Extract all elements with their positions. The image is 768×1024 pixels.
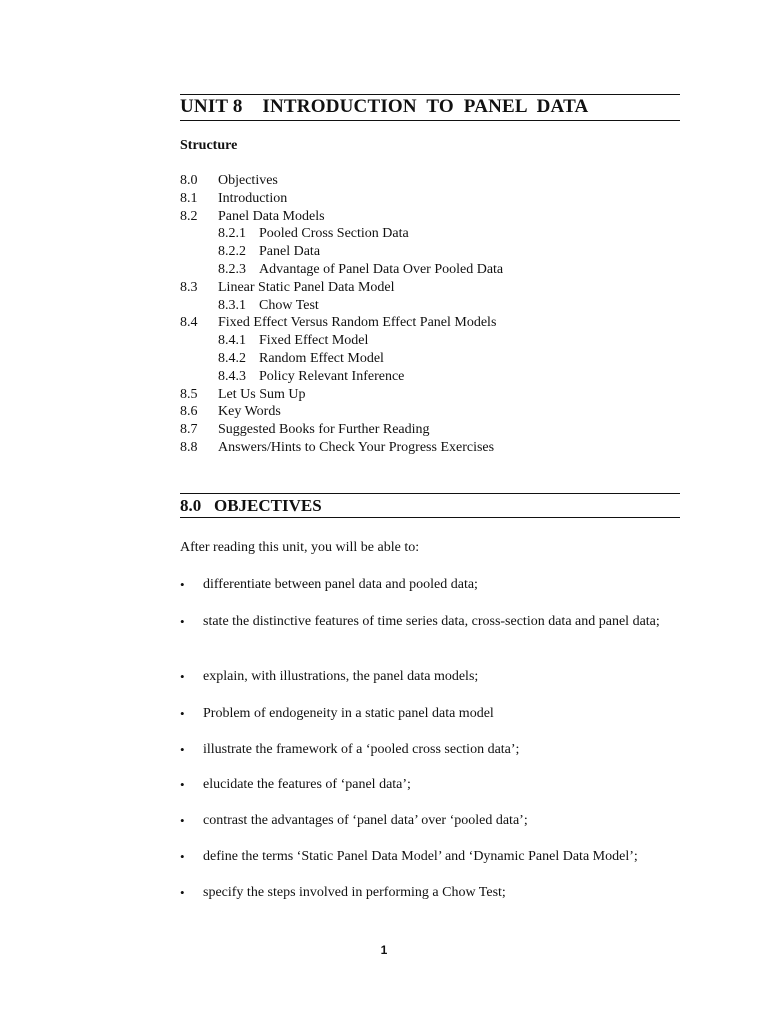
bullet-icon: • — [180, 742, 185, 757]
toc-item-number: 8.4 — [180, 315, 198, 331]
toc-item-label: Fixed Effect Versus Random Effect Panel Models — [218, 315, 497, 331]
objective-text: state the distinctive features of time series data, cross-section data and panel data; — [203, 614, 660, 629]
title-top-rule — [180, 94, 680, 95]
toc-item-label: Panel Data Models — [218, 208, 325, 224]
page-number: 1 — [380, 943, 388, 957]
objective-text: contrast the advantages of ‘panel data’ over ‘pooled data’; — [203, 813, 528, 828]
toc-item-label: Key Words — [218, 404, 281, 420]
toc-item — [180, 297, 680, 315]
objective-item — [180, 705, 678, 723]
toc-item-number: 8.6 — [180, 404, 198, 420]
toc-item — [180, 172, 680, 190]
toc-item — [180, 208, 680, 226]
objective-item — [180, 668, 678, 686]
objectives-intro: After reading this unit, you will be able to: — [180, 540, 420, 555]
toc-item-label: Answers/Hints to Check Your Progress Exercises — [218, 439, 495, 455]
toc-item — [180, 314, 680, 332]
toc-item-label: Advantage of Panel Data Over Pooled Data — [259, 261, 504, 277]
toc-item-number: 8.4.2 — [218, 350, 246, 366]
toc-item — [180, 332, 680, 350]
objective-item — [180, 613, 678, 631]
toc-item-number: 8.8 — [180, 439, 198, 455]
toc-item-number: 8.5 — [180, 386, 198, 402]
objective-item — [180, 576, 678, 594]
objective-text: illustrate the framework of a ‘pooled cross section data’; — [203, 742, 520, 757]
toc-item — [180, 190, 680, 208]
title-bottom-rule — [180, 120, 680, 121]
bullet-icon: • — [180, 885, 185, 900]
toc-item-label: Linear Static Panel Data Model — [218, 279, 395, 295]
bullet-icon: • — [180, 813, 185, 828]
toc-item-number: 8.2.3 — [218, 261, 246, 277]
bullet-icon: • — [180, 777, 185, 792]
toc-item — [180, 261, 680, 279]
toc-item-number: 8.4.3 — [218, 368, 246, 384]
unit-title: UNIT 8 INTRODUCTION TO PANEL DATA — [180, 96, 589, 117]
toc-item — [180, 243, 680, 261]
toc-item — [180, 225, 680, 243]
toc-item-number: 8.2 — [180, 208, 198, 224]
toc-item-number: 8.2.2 — [218, 244, 246, 260]
objective-text: explain, with illustrations, the panel data models; — [203, 669, 479, 684]
objective-item — [180, 884, 678, 902]
objective-text: elucidate the features of ‘panel data’; — [203, 777, 411, 792]
bullet-icon: • — [180, 849, 185, 864]
toc-item — [180, 421, 680, 439]
toc-item-number: 8.1 — [180, 190, 198, 206]
structure-heading: Structure — [180, 138, 238, 153]
objective-text: differentiate between panel data and pooled data; — [203, 577, 478, 592]
toc-item-number: 8.0 — [180, 173, 198, 188]
toc-item-label: Introduction — [218, 190, 288, 206]
toc-item — [180, 350, 680, 368]
toc-item-label: Panel Data — [259, 244, 321, 260]
toc-item-number: 8.3 — [180, 279, 198, 295]
toc-item-number: 8.7 — [180, 422, 198, 438]
toc-item — [180, 279, 680, 297]
toc-item-number: 8.3.1 — [218, 297, 246, 313]
toc-item-label: Let Us Sum Up — [218, 386, 306, 402]
toc-item-label: Chow Test — [259, 297, 319, 313]
objectives-heading: 8.0 OBJECTIVES — [180, 496, 322, 515]
toc-item-label: Suggested Books for Further Reading — [218, 422, 430, 438]
toc-item — [180, 439, 680, 457]
toc-item-label: Fixed Effect Model — [259, 333, 369, 349]
objectives-bottom-rule — [180, 517, 680, 518]
toc-item-label: Objectives — [218, 173, 278, 188]
bullet-icon: • — [180, 669, 185, 684]
table-of-contents — [180, 172, 680, 457]
toc-item-label: Policy Relevant Inference — [259, 368, 405, 384]
objective-item — [180, 741, 678, 759]
bullet-icon: • — [180, 577, 185, 592]
toc-item — [180, 368, 680, 386]
toc-item-number: 8.2.1 — [218, 226, 246, 242]
toc-item-label: Random Effect Model — [259, 350, 384, 366]
objective-text: Problem of endogeneity in a static panel data model — [203, 706, 494, 721]
objective-text: specify the steps involved in performing a Chow Test; — [203, 885, 506, 900]
bullet-icon: • — [180, 614, 185, 629]
objective-text: define the terms ‘Static Panel Data Model’ and ‘Dynamic Panel Data Model’; — [203, 849, 638, 864]
objective-item — [180, 812, 678, 830]
bullet-icon: • — [180, 706, 185, 721]
toc-item — [180, 386, 680, 404]
objective-item — [180, 848, 678, 866]
objectives-top-rule — [180, 493, 680, 494]
toc-item — [180, 403, 680, 421]
toc-item-number: 8.4.1 — [218, 333, 246, 349]
objective-item — [180, 776, 678, 794]
toc-item-label: Pooled Cross Section Data — [259, 226, 409, 242]
